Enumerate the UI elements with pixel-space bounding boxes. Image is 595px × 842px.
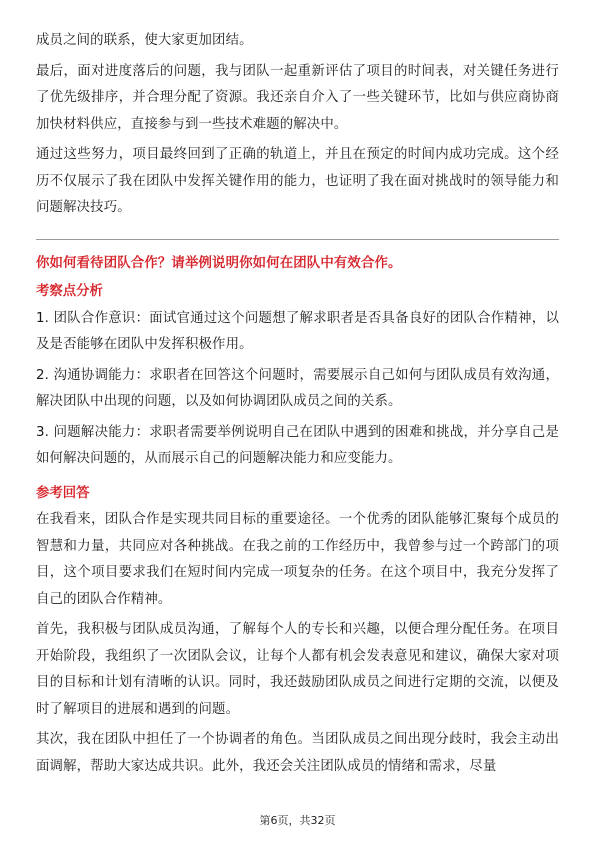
section-divider <box>36 239 559 240</box>
analysis-item-2: 2. 沟通协调能力：求职者在回答这个问题时，需要展示自己如何与团队成员有效沟通，解决团队中出现的问题，以及如何协调团队成员之间的关系。 <box>36 367 559 409</box>
answer-title: 参考回答 <box>36 485 90 501</box>
document-page <box>36 28 559 784</box>
question-heading: 你如何看待团队合作？请举例说明你如何在团队中有效合作。 <box>36 255 402 271</box>
answer-paragraph-2: 首先，我积极与团队成员沟通，了解每个人的专长和兴趣，以便合理分配任务。在项目开始阶段，我组织了一次团队会议，让每个人都有机会发表意见和建议，确保大家对项目的目标和计划有清晰的认识。同时，我还鼓励团队成员之间进行定期的交流，以便及时了解项目的进展和遇到的问题。 <box>36 622 559 717</box>
intro-paragraph-2: 最后，面对进度落后的问题，我与团队一起重新评估了项目的时间表，对关键任务进行了优先级排序，并合理分配了资源。我还亲自介入了一些关键环节，比如与供应商协商加快材料供应，直接参与到一些技术难题的解决中。 <box>36 63 559 132</box>
analysis-item-1: 1. 团队合作意识：面试官通过这个问题想了解求职者是否具备良好的团队合作精神，以及是否能够在团队中发挥积极作用。 <box>36 310 559 352</box>
answer-paragraph-1: 在我看来，团队合作是实现共同目标的重要途径。一个优秀的团队能够汇聚每个成员的智慧和力量，共同应对各种挑战。在我之前的工作经历中，我曾参与过一个跨部门的项目，这个项目要求我们在短时间内完成一项复杂的任务。在这个项目中，我充分发挥了自己的团队合作精神。 <box>36 512 559 607</box>
answer-paragraph-3: 其次，我在团队中担任了一个协调者的角色。当团队成员之间出现分歧时，我会主动出面调解，帮助大家达成共识。此外，我还会关注团队成员的情绪和需求，尽量 <box>36 732 559 774</box>
analysis-title: 考察点分析 <box>36 284 103 299</box>
intro-paragraph-3: 通过这些努力，项目最终回到了正确的轨道上，并且在预定的时间内成功完成。这个经历不仅展示了我在团队中发挥关键作用的能力，也证明了我在面对挑战时的领导能力和问题解决技巧。 <box>36 147 559 215</box>
intro-paragraph-1: 成员之间的联系，使大家更加团结。 <box>36 33 253 48</box>
analysis-item-3: 3. 问题解决能力：求职者需要举例说明自己在团队中遇到的困难和挑战，并分享自己是如何解决问题的，从而展示自己的问题解决能力和应变能力。 <box>36 424 559 466</box>
page-number-footer: 第6页，共32页 <box>259 814 336 827</box>
